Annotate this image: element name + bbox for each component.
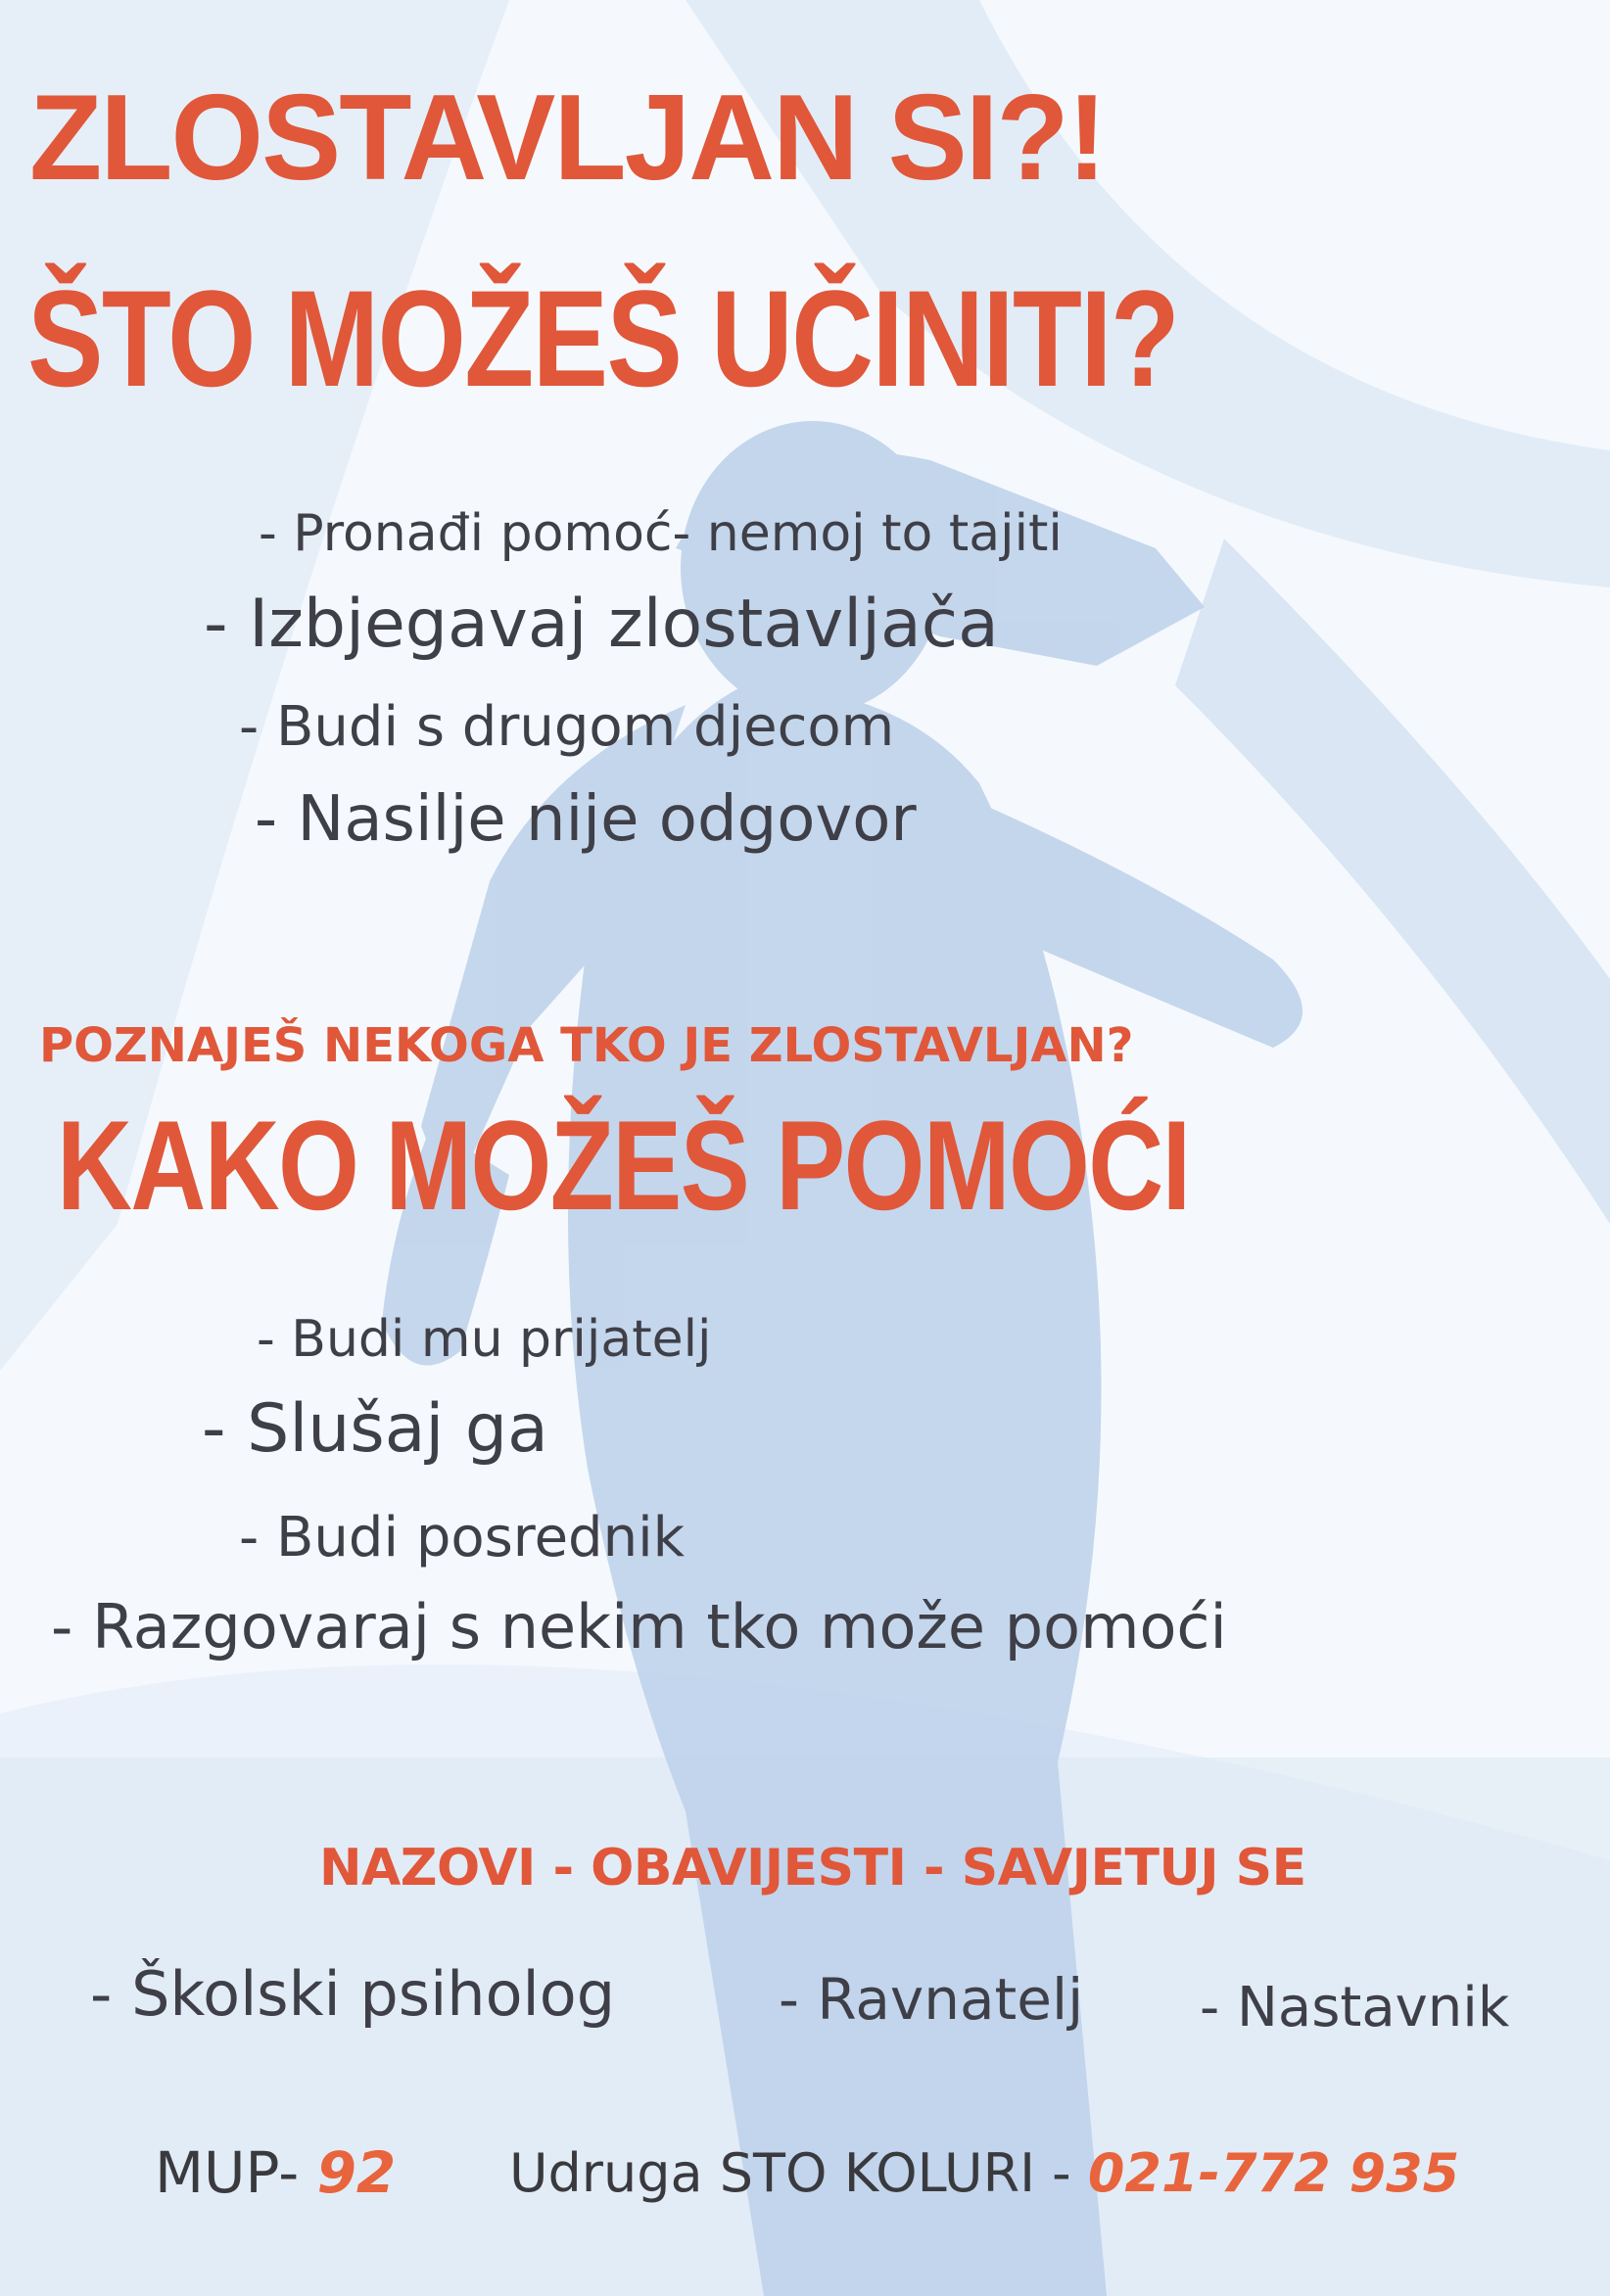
call-to-action: NAZOVI - OBAVIJESTI - SAVJETUJ SE [319,1839,1306,1898]
police-number: 92 [316,2139,397,2206]
org-number: 021-772 935 [1087,2142,1460,2204]
self-help-item-3: - Budi s drugom djecom [239,695,895,759]
headline-line1: ZLOSTAVLJAN SI?! [29,70,1106,206]
helper-question: POZNAJEŠ NEKOGA TKO JE ZLOSTAVLJAN? [39,1018,1134,1073]
self-help-item-1: - Pronađi pomoć- nemoj to tajiti [259,504,1063,563]
police-label: MUP- [155,2139,300,2206]
contact-teacher: - Nastavnik [1200,1976,1510,2039]
helper-item-4: - Razgovaraj s nekim tko može pomoći [51,1591,1227,1663]
self-help-item-2: - Izbjegavaj zlostavljača [204,586,999,663]
org-contact [509,2142,1459,2204]
helper-item-1: - Budi mu prijatelj [257,1310,712,1369]
police-contact [155,2139,396,2206]
org-label: Udruga STO KOLURI - [509,2142,1071,2204]
helper-item-3: - Budi posrednik [239,1506,686,1570]
self-help-item-4: - Nasilje nije odgovor [255,783,917,856]
contact-school-psychologist: - Školski psiholog [90,1958,616,2030]
contact-principal: - Ravnatelj [779,1966,1084,2033]
headline-line2: ŠTO MOŽEŠ UČINITI? [27,261,1179,415]
helper-title: KAKO MOŽEŠ POMOĆI [57,1094,1190,1237]
helper-item-2: - Slušaj ga [202,1390,548,1468]
